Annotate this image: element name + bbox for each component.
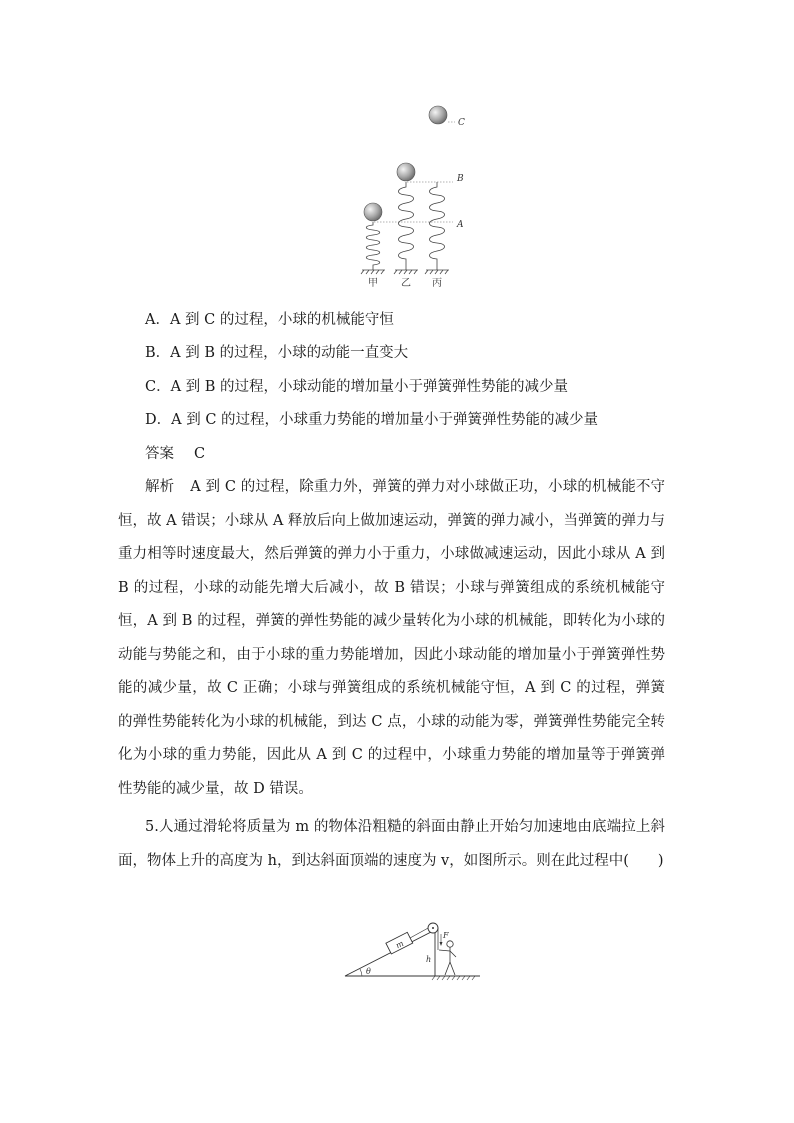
label-b: B	[457, 174, 464, 184]
label-h: h	[426, 955, 432, 964]
answer-label: 答案	[145, 446, 174, 462]
option-c: C．A 到 B 的过程，小球动能的增加量小于弹簧弹性势能的减少量	[145, 379, 569, 395]
spring-bing	[430, 182, 445, 270]
question-5: 5.人通过滑轮将质量为 m 的物体沿粗糙的斜面由静止开始匀加速地由底端拉上斜面，物体上升的高度为 h，到达斜面顶端的速度为 v，如图所示。则在此过程中( )	[118, 819, 665, 869]
option-d: D．A 到 C 的过程，小球重力势能的增加量小于弹簧弹性势能的减少量	[145, 412, 599, 428]
ball-yi	[397, 163, 415, 181]
spring-jia	[366, 222, 380, 270]
label-theta: θ	[366, 967, 371, 976]
label-f: F	[443, 931, 449, 940]
answer-value: C	[194, 446, 206, 462]
spring-yi	[399, 182, 414, 270]
incline	[345, 930, 435, 976]
analysis-paragraph	[118, 471, 665, 806]
answer-line	[145, 444, 205, 464]
label-yi: 乙	[401, 278, 411, 289]
label-bing: 丙	[432, 278, 442, 289]
option-b: B．A 到 B 的过程，小球的动能一直变大	[145, 345, 409, 361]
person	[439, 941, 456, 975]
option-a: A．A 到 C 的过程，小球的机械能守恒	[145, 312, 394, 328]
label-c: C	[458, 118, 465, 128]
label-m: m	[394, 938, 406, 951]
analysis-label: 解析	[145, 479, 175, 495]
incline-pulley-figure	[340, 910, 490, 982]
ball-jia	[364, 203, 382, 221]
label-a: A	[457, 220, 464, 230]
spring-ball-figure	[340, 100, 480, 295]
label-jia: 甲	[368, 278, 378, 289]
ball-c	[429, 106, 447, 124]
analysis-text: A 到 C 的过程，除重力外，弹簧的弹力对小球做正功，小球的机械能不守恒，故 A 错误；小球从 A 释放后向上做加速运动，弹簧的弹力减小，当弹簧的弹力与重力相等时速度最大，然后弹簧的弹力小于重力，小球做减速运动，因此小球从 A 到 B 的过程，小球的动能先增大后减小，故 B 错误；小球与弹簧组成的系统机械能守恒，A 到 B 的过程，弹簧的弹性势能的减少量转化为小球的机械能，即转化为小球的动能与势能之和，由于小球的重力势能增加，因此小球动能的增加量小于弹簧弹性势能的减少量，故 C 正确；小球与弹簧组成的系统机械能守恒，A 到 C 的过程，弹簧的弹性势能转化为小球的机械能，到达 C 点，小球的动能为零，弹簧弹性势能完全转化为小球的重力势能，因此从 A 到 C 的过程中，小球重力势能的增加量等于弹簧弹性势能的减少量，故 D 错误。	[118, 479, 666, 797]
